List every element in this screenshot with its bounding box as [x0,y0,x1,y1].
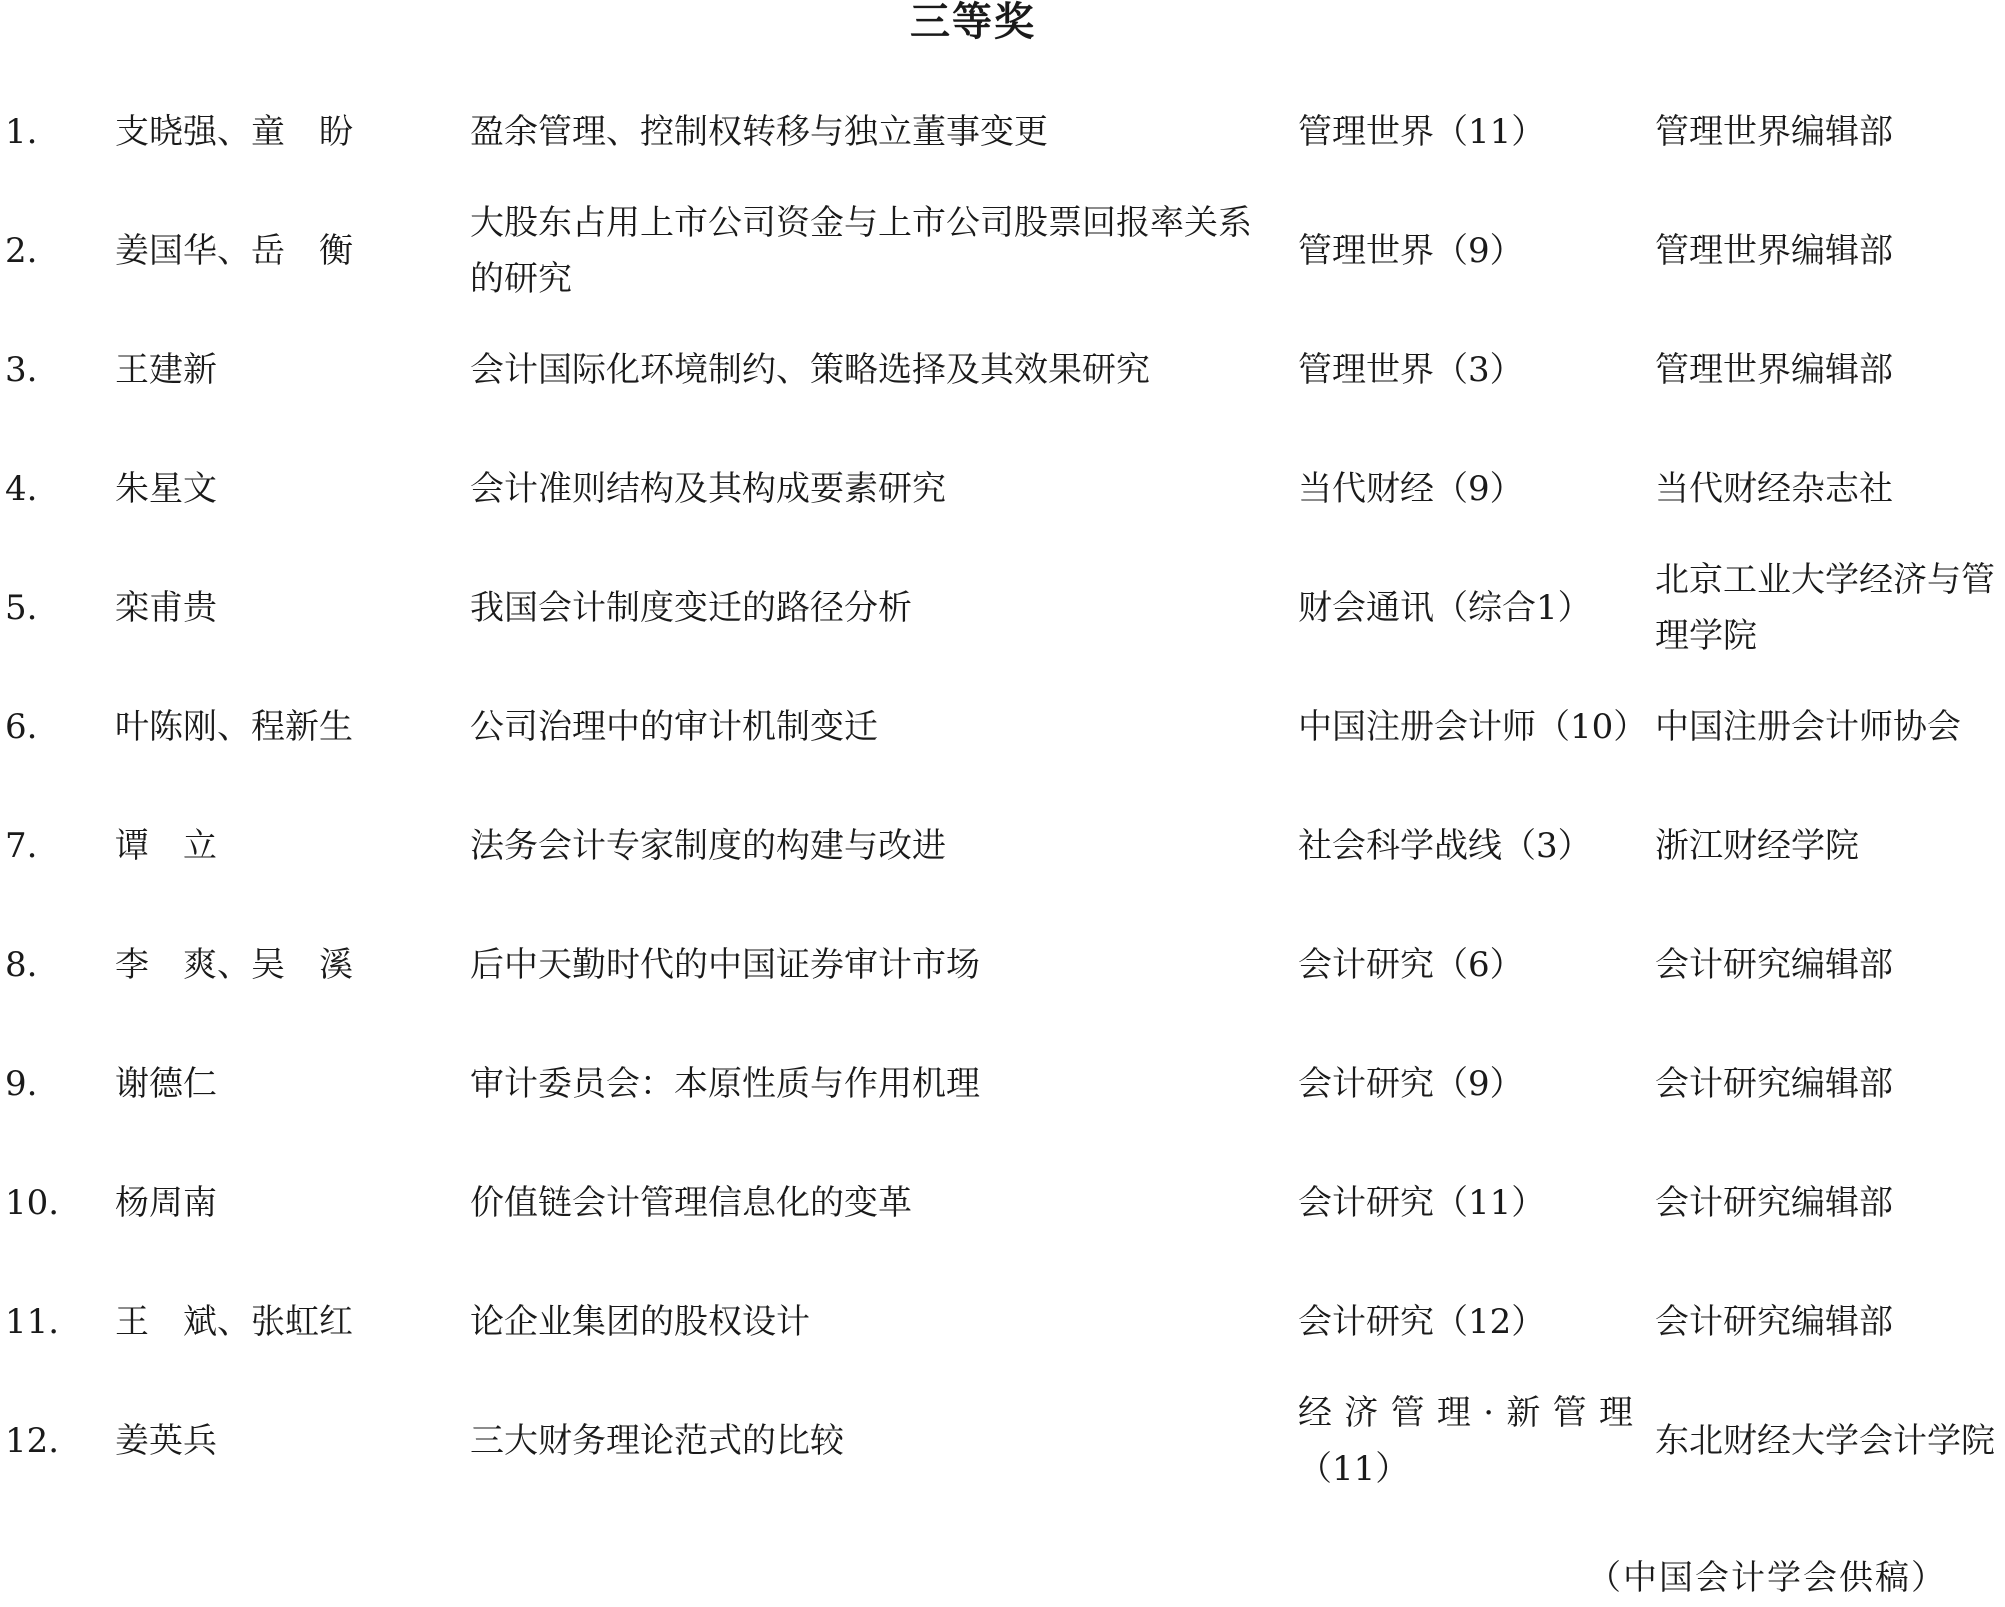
entry-organization: 会计研究编辑部 [1655,1182,1893,1223]
entry-organization: 会计研究编辑部 [1655,944,1893,985]
entry-paper-title: 会计准则结构及其构成要素研究 [470,468,946,509]
entry-journal: 管理世界（9） [1298,230,1524,271]
award-entry [0,191,2005,310]
award-entry [0,1262,2005,1381]
entry-journal: 中国注册会计师（10） [1298,706,1648,747]
entry-number: 10. [5,1182,60,1223]
entry-number: 9. [5,1063,38,1104]
entry-journal: 社会科学战线（3） [1298,825,1592,866]
award-entry [0,1381,2005,1500]
entry-number: 4. [5,468,38,509]
entry-paper-title: 我国会计制度变迁的路径分析 [470,587,912,628]
entry-journal: 经济管理·新管理（11） [1298,1392,1633,1489]
award-entry [0,667,2005,786]
entry-organization: 浙江财经学院 [1655,825,1859,866]
award-entry [0,548,2005,667]
entry-number: 7. [5,825,38,866]
entry-authors: 王建新 [115,349,217,390]
entry-organization: 当代财经杂志社 [1655,468,1893,509]
entry-journal: 会计研究（9） [1298,1063,1524,1104]
entry-number: 11. [5,1301,60,1342]
source-note: （中国会计学会供稿） [1587,1558,1947,1598]
award-entry [0,72,2005,191]
entry-authors: 杨周南 [115,1182,217,1223]
entry-authors: 谢德仁 [115,1063,217,1104]
entry-organization: 北京工业大学经济与管理学院 [1655,559,1995,656]
entry-authors: 叶陈刚、程新生 [115,706,353,747]
entry-number: 8. [5,944,38,985]
award-entry [0,786,2005,905]
entry-paper-title: 大股东占用上市公司资金与上市公司股票回报率关系的研究 [470,202,1252,299]
award-entry [0,310,2005,429]
entry-paper-title: 后中天勤时代的中国证券审计市场 [470,944,980,985]
entry-journal: 会计研究（11） [1298,1182,1546,1223]
entry-organization: 会计研究编辑部 [1655,1063,1893,1104]
entry-paper-title: 论企业集团的股权设计 [470,1301,810,1342]
entry-journal: 当代财经（9） [1298,468,1524,509]
entry-journal: 会计研究（6） [1298,944,1524,985]
award-entry [0,1024,2005,1143]
entry-number: 2. [5,230,38,271]
award-list [0,72,2005,1500]
entry-organization: 管理世界编辑部 [1655,111,1893,152]
entry-number: 6. [5,706,38,747]
entry-paper-title: 公司治理中的审计机制变迁 [470,706,878,747]
entry-paper-title: 价值链会计管理信息化的变革 [470,1182,912,1223]
entry-number: 12. [5,1420,60,1461]
entry-paper-title: 盈余管理、控制权转移与独立董事变更 [470,111,1048,152]
entry-organization: 中国注册会计师协会 [1655,706,1961,747]
entry-paper-title: 三大财务理论范式的比较 [470,1420,844,1461]
entry-paper-title: 审计委员会：本原性质与作用机理 [470,1063,980,1104]
entry-authors: 王 斌、张虹红 [115,1301,353,1342]
entry-journal: 财会通讯（综合1） [1298,587,1592,628]
entry-organization: 会计研究编辑部 [1655,1301,1893,1342]
entry-authors: 谭 立 [115,825,217,866]
entry-authors: 姜英兵 [115,1420,217,1461]
entry-authors: 李 爽、吴 溪 [115,944,353,985]
entry-authors: 姜国华、岳 衡 [115,230,353,271]
entry-journal: 管理世界（3） [1298,349,1524,390]
entry-journal: 管理世界（11） [1298,111,1546,152]
entry-organization: 东北财经大学会计学院 [1655,1420,1995,1461]
entry-organization: 管理世界编辑部 [1655,230,1893,271]
entry-journal: 会计研究（12） [1298,1301,1546,1342]
entry-number: 5. [5,587,38,628]
entry-authors: 朱星文 [115,468,217,509]
award-entry [0,429,2005,548]
entry-paper-title: 法务会计专家制度的构建与改进 [470,825,946,866]
entry-paper-title: 会计国际化环境制约、策略选择及其效果研究 [470,349,1150,390]
entry-authors: 支晓强、童 盼 [115,111,353,152]
entry-organization: 管理世界编辑部 [1655,349,1893,390]
entry-number: 1. [5,111,38,152]
award-entry [0,1143,2005,1262]
award-entry [0,905,2005,1024]
entry-number: 3. [5,349,38,390]
page-title: 三等奖 [910,0,1036,45]
entry-authors: 栾甫贵 [115,587,217,628]
